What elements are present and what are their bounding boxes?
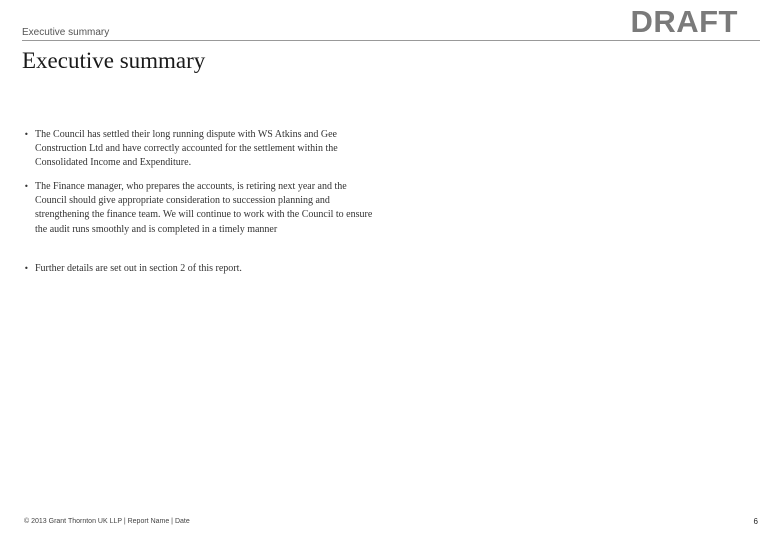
bullet-icon: • (24, 130, 29, 139)
running-header-title: Executive summary (22, 27, 110, 38)
page-number: 6 (753, 517, 758, 526)
bullet-icon: • (24, 182, 29, 191)
bullet-item (24, 262, 374, 276)
page-title: Executive summary (22, 48, 206, 73)
bullet-item (24, 180, 374, 237)
footer-copyright: © 2013 Grant Thornton UK LLP | Report Name | Date (24, 518, 190, 525)
draft-stamp: DRAFT (630, 4, 738, 39)
bullet-text: The Council has settled their long running dispute with WS Atkins and Gee Construction Ltd and have correctly accounted for the settlement within the Consolidated Income and Expenditure. (35, 129, 338, 169)
bullet-text: Further details are set out in section 2 of this report. (35, 263, 242, 274)
bullet-icon: • (24, 264, 29, 273)
bullet-item (24, 128, 374, 171)
header-divider (22, 40, 760, 41)
bullet-text: The Finance manager, who prepares the accounts, is retiring next year and the Council should give appropriate consideration to succession planning and strengthening the finance team. We will continue to work with the Council to ensure the audit runs smoothly and is completed in a timely manner (35, 181, 373, 235)
